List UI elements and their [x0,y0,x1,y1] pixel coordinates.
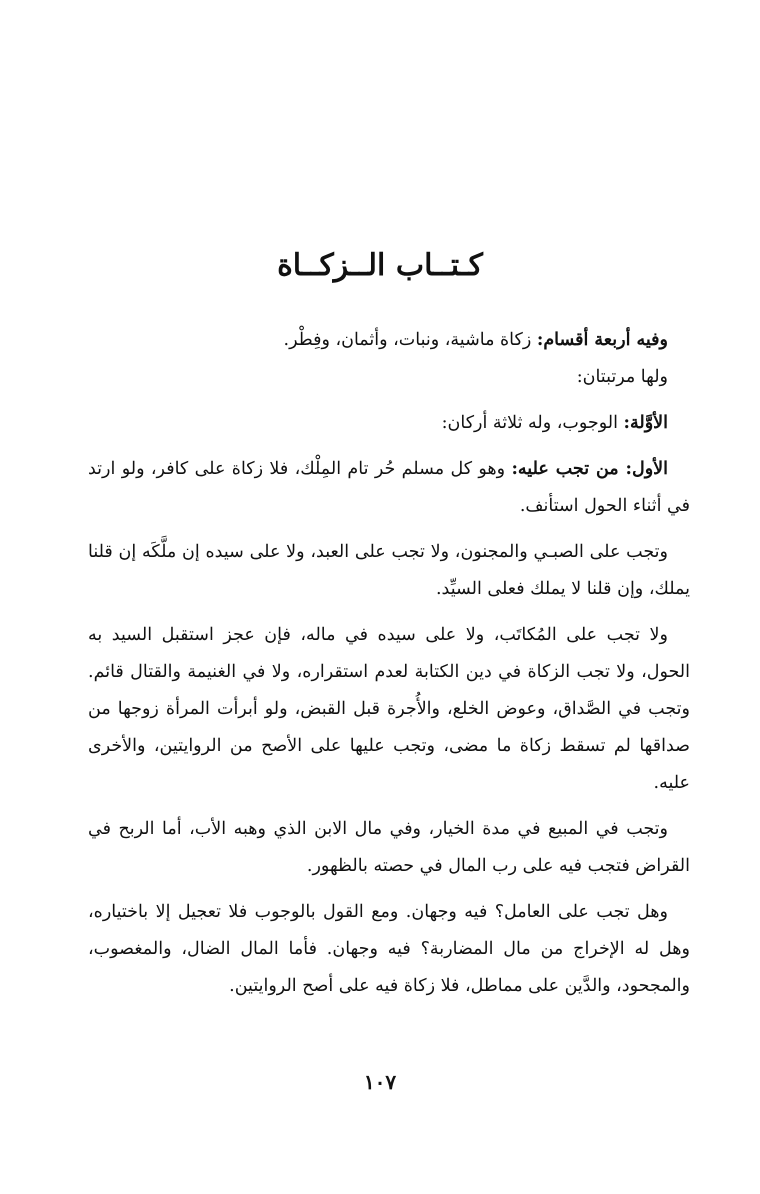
paragraph-3-lead: الأوَّلة: [623,413,668,433]
paragraph-6-text: ولا تجب على المُكاتَب، ولا على سيده في ماله، فإن عجز استقبل السيد به الحول، ولا تجب الزكاة في دين الكتابة لعدم استقراره، ولا في الغنيمة والقتال قائم. وتجب في الصَّداق، وعوض الخلع، والأُجرة قبل القبض، ولو أبرأت المرأة زوجها من صداقها لم تسقط زكاة ما مضى، وتجب عليها على الأصح من الروايتين، والأخرى عليه. [88,625,690,793]
paragraph-8-text: وهل تجب على العامل؟ فيه وجهان. ومع القول بالوجوب فلا تعجيل إلا باختياره، وهل له الإخراج من مال المضاربة؟ فيه وجهان. فأما المال الضال، والمغصوب، والمجحود، والدَّين على مماطل، فلا زكاة فيه على أصح الروايتين. [88,902,690,996]
body-text [88,322,690,1014]
paragraph-1-text: زكاة ماشية، ونبات، وأثمان، وفِطْر. [283,330,537,350]
paragraph-7 [88,811,690,885]
paragraph-6 [88,617,690,802]
paragraph-4 [88,451,690,525]
paragraph-2 [88,359,690,396]
paragraph-5 [88,534,690,608]
paragraph-7-text: وتجب في المبيع في مدة الخيار، وفي مال الابن الذي وهبه الأب، أما الربح في القراض فتجب فيه على رب المال في حصته بالظهور. [88,819,690,876]
paragraph-4-lead: الأول: من تجب عليه: [511,459,669,479]
paragraph-5-text: وتجب على الصبـي والمجنون، ولا تجب على العبد، ولا على سيده إن ملَّكَه إن قلنا يملك، وإن قلنا لا يملك فعلى السيِّد. [88,542,690,599]
paragraph-1 [88,322,690,359]
paragraph-1-lead: وفيه أربعة أقسام: [536,330,668,350]
paragraph-2-text: ولها مرتبتان: [576,367,668,387]
paragraph-3-text: الوجوب، وله ثلاثة أركان: [441,413,624,433]
chapter-title: كـتــاب الــزكــاة [277,248,483,283]
page-number: ١٠٧ [363,1070,397,1094]
paragraph-4-text: وهو كل مسلم حُر تام المِلْك، فلا زكاة على كافر، ولو ارتد في أثناء الحول استأنف. [88,459,690,516]
paragraph-8 [88,894,690,1005]
paragraph-3 [88,405,690,442]
